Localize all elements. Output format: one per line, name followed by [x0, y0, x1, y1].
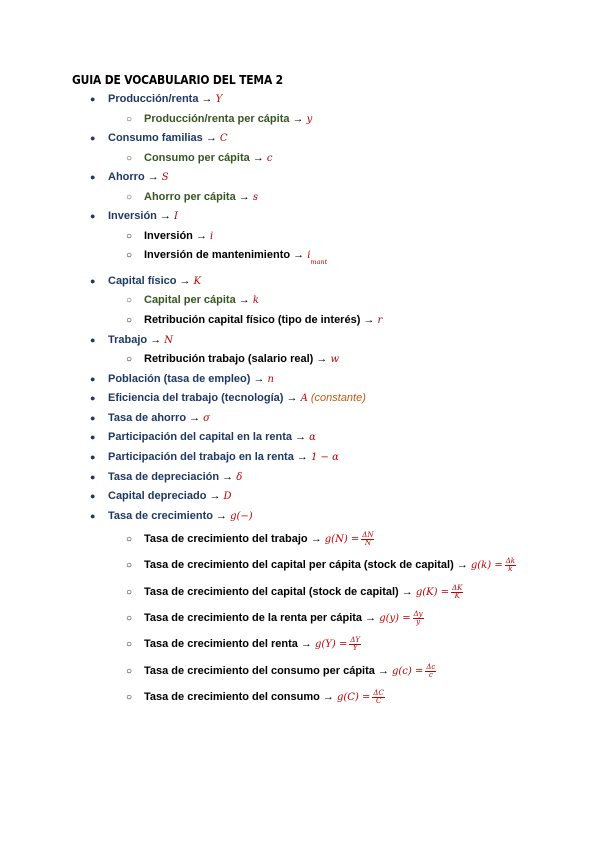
arrow-icon: →	[296, 451, 308, 463]
bullet-icon: ○	[126, 295, 133, 306]
fraction-numerator: ΔY	[350, 636, 361, 644]
fraction-denominator: N	[364, 539, 371, 547]
math-symbol: c	[266, 153, 273, 164]
arrow-icon: →	[150, 334, 162, 346]
formula-lhs: g(C) =	[336, 692, 371, 703]
bullet-icon: ●	[90, 335, 96, 345]
fraction-denominator: y	[416, 618, 421, 626]
fraction-denominator: Y	[352, 644, 358, 652]
list-item	[126, 664, 436, 679]
list-item	[90, 92, 222, 107]
math-symbol: Y	[215, 94, 223, 105]
formula-lhs: g(y) =	[379, 613, 411, 624]
list-item	[126, 611, 424, 626]
bullet-icon: ○	[126, 153, 133, 164]
bullet-icon: ●	[90, 133, 96, 143]
fraction	[372, 690, 384, 705]
list-item	[126, 248, 327, 269]
arrow-icon: →	[209, 490, 221, 502]
math-symbol: α	[309, 432, 316, 443]
bullet-icon: ●	[90, 472, 96, 482]
fraction	[425, 664, 436, 679]
term-label: Ahorro	[108, 171, 145, 183]
term-label: Retribución capital físico (tipo de interés)	[144, 314, 361, 326]
term-label: Inversión	[144, 230, 193, 242]
term-label: Inversión de mantenimiento	[144, 249, 291, 261]
math-symbol: A	[300, 393, 308, 404]
term-label: Tasa de crecimiento	[108, 510, 213, 522]
bullet-icon: ○	[126, 587, 133, 598]
list-item	[90, 509, 253, 524]
list-item	[126, 112, 312, 127]
bullet-icon: ●	[90, 393, 96, 403]
arrow-icon: →	[159, 210, 171, 222]
list-item	[126, 190, 258, 205]
term-label: Tasa de depreciación	[108, 471, 220, 483]
math-formula	[379, 610, 423, 626]
bullet-icon: ●	[90, 94, 96, 104]
math-symbol: I	[174, 211, 178, 222]
math-symbol	[307, 250, 328, 266]
arrow-icon: →	[201, 93, 213, 105]
term-label: Producción/renta per cápita	[144, 113, 290, 125]
list-item	[90, 430, 316, 445]
arrow-icon: →	[205, 132, 217, 144]
arrow-icon: →	[179, 275, 191, 287]
arrow-icon: →	[310, 533, 322, 545]
math-symbol: δ	[236, 472, 243, 483]
arrow-icon: →	[216, 510, 228, 522]
formula-lhs: g(c) =	[392, 666, 424, 677]
list-item	[126, 637, 361, 652]
term-label: Producción/renta	[108, 93, 199, 105]
arrow-icon: →	[316, 353, 328, 365]
math-symbol: N	[164, 335, 173, 346]
list-item	[90, 450, 339, 465]
arrow-icon: →	[253, 373, 265, 385]
constant-note: (constante)	[310, 392, 366, 404]
bullet-icon: ○	[126, 613, 133, 624]
math-base: i	[307, 250, 311, 261]
list-item	[126, 352, 339, 367]
term-label: Capital per cápita	[144, 294, 236, 306]
math-formula	[324, 531, 375, 547]
list-item	[126, 558, 516, 573]
term-label: Capital depreciado	[108, 490, 207, 502]
fraction-numerator: ΔK	[452, 584, 463, 592]
arrow-icon: →	[377, 665, 389, 677]
bullet-icon: ○	[126, 639, 133, 650]
list-item	[126, 585, 463, 600]
arrow-icon: →	[147, 171, 159, 183]
arrow-icon: →	[300, 638, 312, 650]
bullet-icon: ●	[90, 172, 96, 182]
term-label: Eficiencia del trabajo (tecnología)	[108, 392, 284, 404]
math-symbol: S	[161, 172, 169, 183]
list-item	[126, 229, 213, 244]
arrow-icon: →	[363, 314, 375, 326]
term-label: Tasa de crecimiento del consumo	[144, 691, 320, 703]
list-item	[90, 209, 178, 224]
term-label: Tasa de crecimiento del consumo per cápita	[144, 665, 375, 677]
formula-lhs: g(N) =	[324, 534, 360, 545]
term-label: Tasa de crecimiento del capital (stock de capital)	[144, 586, 399, 598]
arrow-icon: →	[252, 152, 264, 164]
list-item	[90, 333, 173, 348]
arrow-icon: →	[456, 559, 468, 571]
term-label: Tasa de crecimiento del trabajo	[144, 533, 308, 545]
bullet-icon: ○	[126, 354, 133, 365]
term-label: Tasa de crecimiento de la renta per cápita	[144, 612, 363, 624]
bullet-icon: ○	[126, 315, 133, 326]
fraction	[361, 532, 374, 547]
math-symbol: K	[193, 276, 202, 287]
list-item	[126, 293, 259, 308]
list-item	[126, 313, 382, 328]
list-item	[90, 372, 274, 387]
term-label: Participación del trabajo en la renta	[108, 451, 294, 463]
math-symbol: y	[306, 114, 313, 125]
term-label: Consumo familias	[108, 132, 203, 144]
bullet-icon: ●	[90, 211, 96, 221]
math-subscript: mant	[310, 258, 328, 266]
arrow-icon: →	[292, 113, 304, 125]
arrow-icon: →	[238, 294, 250, 306]
fraction	[505, 558, 516, 573]
math-symbol: i	[210, 231, 214, 242]
bullet-icon: ○	[126, 666, 133, 677]
math-formula	[470, 557, 516, 573]
page-title: GUIA DE VOCABULARIO DEL TEMA 2	[72, 72, 283, 87]
math-symbol: C	[219, 133, 228, 144]
math-formula	[392, 663, 436, 679]
term-label: Tasa de ahorro	[108, 412, 187, 424]
fraction-denominator: c	[428, 671, 433, 679]
list-item	[90, 470, 242, 485]
term-label: Retribución trabajo (salario real)	[144, 353, 314, 365]
term-label: Población (tasa de empleo)	[108, 373, 251, 385]
fraction	[451, 585, 463, 600]
formula-lhs: g(K) =	[415, 587, 450, 598]
term-label: Trabajo	[108, 334, 148, 346]
arrow-icon: →	[401, 586, 413, 598]
math-formula	[336, 689, 385, 705]
bullet-icon: ●	[90, 413, 96, 423]
bullet-icon: ○	[126, 192, 133, 203]
arrow-icon: →	[195, 230, 207, 242]
list-item	[90, 411, 210, 426]
arrow-icon: →	[295, 431, 307, 443]
arrow-icon: →	[189, 412, 201, 424]
math-formula	[415, 584, 464, 600]
list-item	[126, 690, 385, 705]
math-symbol: r	[377, 315, 383, 326]
bullet-icon: ●	[90, 432, 96, 442]
term-label: Inversión	[108, 210, 157, 222]
math-symbol: D	[223, 491, 232, 502]
term-label: Tasa de crecimiento del renta	[144, 638, 298, 650]
term-label: Capital físico	[108, 275, 177, 287]
math-symbol: s	[252, 192, 258, 203]
term-label: Ahorro per cápita	[144, 191, 236, 203]
fraction-denominator: K	[454, 592, 460, 600]
arrow-icon: →	[286, 392, 298, 404]
math-symbol: k	[252, 295, 259, 306]
fraction	[413, 611, 424, 626]
list-item	[126, 532, 374, 547]
list-item	[90, 391, 366, 406]
term-label: Tasa de crecimiento del capital per cápita (stock de capital)	[144, 559, 454, 571]
arrow-icon: →	[222, 471, 234, 483]
math-formula	[314, 636, 361, 652]
list-item	[90, 274, 201, 289]
list-item	[90, 489, 232, 504]
list-item	[126, 151, 272, 166]
bullet-icon: ○	[126, 231, 133, 242]
math-symbol: 1 − α	[310, 452, 339, 463]
fraction	[349, 637, 361, 652]
bullet-icon: ●	[90, 276, 96, 286]
arrow-icon: →	[238, 191, 250, 203]
fraction-denominator: C	[375, 697, 382, 705]
math-symbol: g(−)	[230, 511, 253, 522]
formula-lhs: g(k) =	[470, 560, 503, 571]
list-item	[90, 131, 228, 146]
term-label: Participación del capital en la renta	[108, 431, 293, 443]
fraction-denominator: k	[508, 565, 513, 573]
bullet-icon: ○	[126, 250, 133, 261]
list-item	[90, 170, 169, 185]
bullet-icon: ●	[90, 491, 96, 501]
bullet-icon: ○	[126, 114, 133, 125]
bullet-icon: ●	[90, 452, 96, 462]
arrow-icon: →	[322, 691, 334, 703]
bullet-icon: ●	[90, 511, 96, 521]
fraction-numerator: Δy	[413, 610, 423, 618]
fraction-numerator: ΔN	[362, 531, 374, 539]
fraction-numerator: ΔC	[373, 689, 384, 697]
arrow-icon: →	[365, 612, 377, 624]
math-symbol: σ	[203, 413, 210, 424]
formula-lhs: g(Y) =	[314, 639, 348, 650]
bullet-icon: ○	[126, 534, 133, 545]
term-label: Consumo per cápita	[144, 152, 250, 164]
math-symbol: w	[330, 354, 340, 365]
bullet-icon: ○	[126, 692, 133, 703]
math-symbol: n	[267, 374, 274, 385]
arrow-icon: →	[293, 249, 305, 261]
bullet-icon: ○	[126, 560, 133, 571]
fraction-numerator: Δk	[505, 557, 515, 565]
fraction-numerator: Δc	[426, 663, 436, 671]
bullet-icon: ●	[90, 374, 96, 384]
